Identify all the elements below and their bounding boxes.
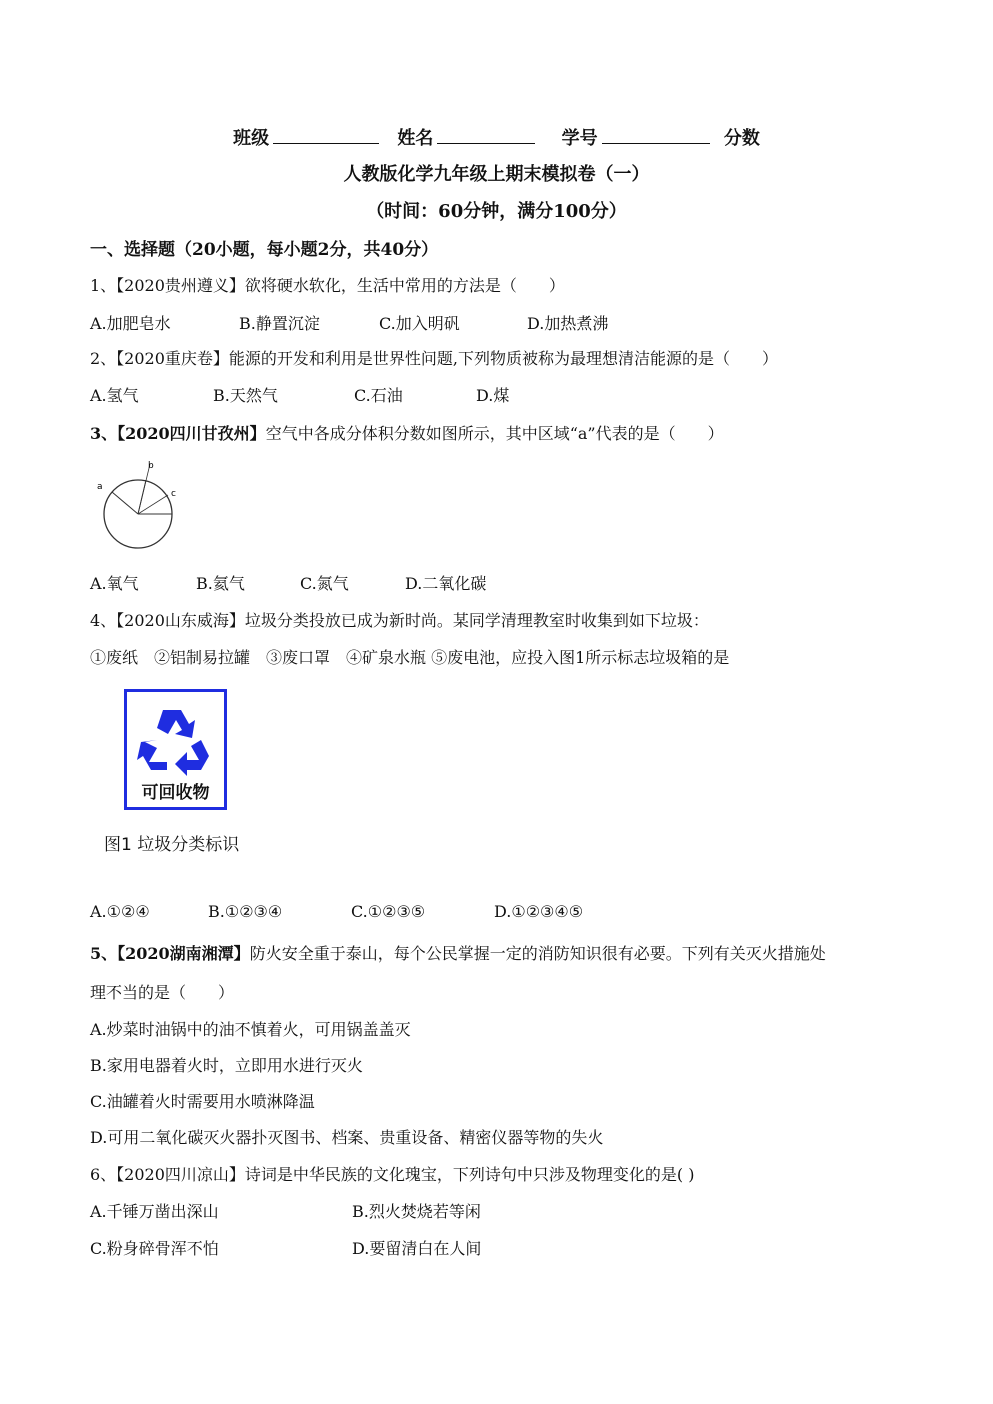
question-4-stem: 4、【2020山东威海】垃圾分类投放已成为新时尚。某同学清理教室时收集到如下垃圾： bbox=[90, 611, 709, 630]
class-label: 班级 bbox=[233, 128, 270, 149]
q5-option-a[interactable]: A.炒菜时油锅中的油不慎着火，可用锅盖盖灭 bbox=[90, 1020, 411, 1039]
recyclable-sign bbox=[124, 689, 227, 810]
student-info-line bbox=[0, 124, 993, 150]
question-2-stem: 2、【2020重庆卷】能源的开发和利用是世界性问题,下列物质被称为最理想清洁能源的是（ ） bbox=[90, 349, 778, 368]
page-title: 人教版化学九年级上期末模拟卷（一） bbox=[343, 164, 650, 185]
q2-option-c[interactable]: C.石油 bbox=[354, 386, 403, 405]
pie-divider-a bbox=[112, 492, 138, 514]
q3-option-b[interactable]: B.氦气 bbox=[196, 574, 245, 593]
q5-option-d[interactable]: D.可用二氧化碳灭火器扑灭图书、档案、贵重设备、精密仪器等物的失火 bbox=[90, 1128, 604, 1147]
page-subtitle: （时间：60分钟，满分100分） bbox=[366, 201, 627, 222]
air-composition-pie-figure bbox=[92, 458, 192, 554]
q3-option-c[interactable]: C.氮气 bbox=[300, 574, 349, 593]
class-blank[interactable] bbox=[273, 125, 379, 144]
score-label: 分数 bbox=[723, 128, 760, 149]
q6-option-a[interactable]: A.千锤万凿出深山 bbox=[90, 1202, 219, 1221]
recycle-icon bbox=[137, 704, 215, 776]
id-blank[interactable] bbox=[602, 125, 710, 144]
q1-option-b[interactable]: B.静置沉淀 bbox=[239, 314, 320, 333]
q1-option-a[interactable]: A.加肥皂水 bbox=[90, 314, 171, 333]
q2-option-a[interactable]: A.氢气 bbox=[90, 386, 139, 405]
figure-1-caption: 图1 垃圾分类标识 bbox=[104, 835, 240, 855]
pie-leader-b bbox=[138, 464, 150, 514]
pie-label-b: b bbox=[148, 461, 154, 471]
q4-option-c[interactable]: C.①②③⑤ bbox=[351, 902, 426, 921]
q3-source: 【2020四川甘孜州】 bbox=[117, 424, 266, 443]
q1-option-d[interactable]: D.加热煮沸 bbox=[527, 314, 609, 333]
q5-option-c[interactable]: C.油罐着火时需要用水喷淋降温 bbox=[90, 1092, 315, 1111]
q6-option-c[interactable]: C.粉身碎骨浑不怕 bbox=[90, 1239, 219, 1258]
name-label: 姓名 bbox=[397, 128, 434, 149]
id-label: 学号 bbox=[561, 128, 598, 149]
pie-label-c: c bbox=[171, 489, 176, 499]
section-heading: 一、选择题（20小题，每小题2分，共40分） bbox=[90, 240, 439, 260]
q2-option-b[interactable]: B.天然气 bbox=[213, 386, 278, 405]
pie-leader-c bbox=[138, 495, 168, 514]
q1-option-c[interactable]: C.加入明矾 bbox=[379, 314, 460, 333]
q5-source: 【2020湖南湘潭】 bbox=[117, 944, 250, 963]
q4-items: ①废纸 ②铝制易拉罐 ③废口罩 ④矿泉水瓶 ⑤废电池，应投入图1所示标志垃圾箱的是 bbox=[90, 648, 730, 667]
q3-option-a[interactable]: A.氧气 bbox=[90, 574, 139, 593]
question-1-stem: 1、【2020贵州遵义】欲将硬水软化，生活中常用的方法是（ ） bbox=[90, 276, 565, 295]
q6-option-d[interactable]: D.要留清白在人间 bbox=[352, 1239, 482, 1258]
q5-option-b[interactable]: B.家用电器着火时，立即用水进行灭火 bbox=[90, 1056, 363, 1075]
question-6-stem: 6、【2020四川凉山】诗词是中华民族的文化瑰宝，下列诗句中只涉及物理变化的是( ) bbox=[90, 1165, 695, 1184]
q3-text: 空气中各成分体积分数如图所示，其中区域“a”代表的是（ ） bbox=[265, 424, 724, 443]
q4-option-b[interactable]: B.①②③④ bbox=[208, 902, 283, 921]
question-3-stem bbox=[90, 421, 724, 444]
q2-option-d[interactable]: D.煤 bbox=[476, 386, 510, 405]
q4-option-d[interactable]: D.①②③④⑤ bbox=[494, 902, 584, 921]
q3-number: 3、 bbox=[90, 424, 118, 443]
q4-option-a[interactable]: A.①②④ bbox=[90, 902, 150, 921]
q6-option-b[interactable]: B.烈火焚烧若等闲 bbox=[352, 1202, 481, 1221]
question-5-stem bbox=[90, 941, 826, 964]
recyclable-label: 可回收物 bbox=[141, 783, 210, 803]
name-blank[interactable] bbox=[437, 125, 535, 144]
pie-label-a: a bbox=[97, 482, 103, 492]
q5-number: 5、 bbox=[90, 944, 118, 963]
q3-option-d[interactable]: D.二氧化碳 bbox=[405, 574, 487, 593]
q5-text: 防火安全重于泰山，每个公民掌握一定的消防知识很有必要。下列有关灭火措施处 bbox=[249, 944, 826, 963]
question-5-stem-cont: 理不当的是（ ） bbox=[90, 983, 235, 1002]
